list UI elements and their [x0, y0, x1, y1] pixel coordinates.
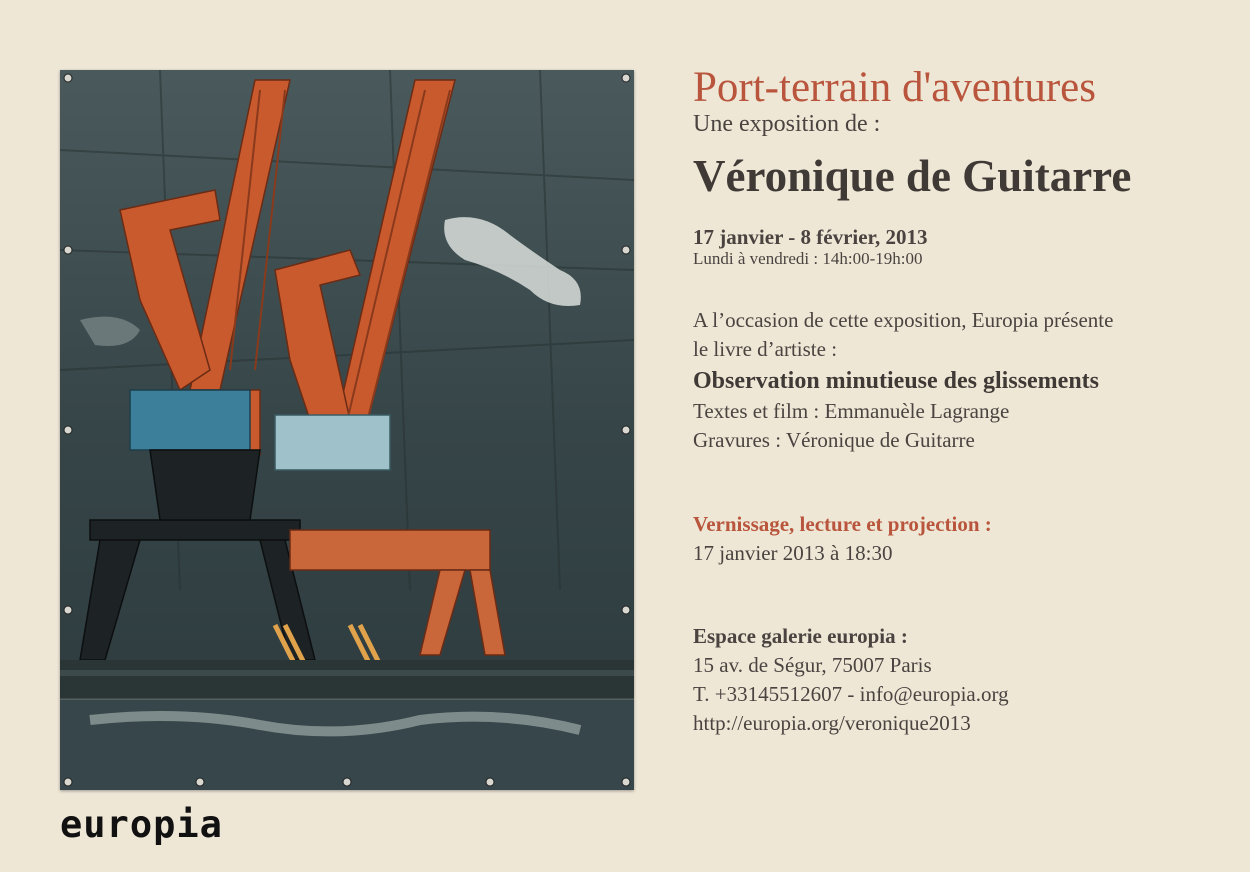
exhibition-title: Port-terrain d'aventures [693, 64, 1096, 111]
book-intro [693, 306, 1233, 364]
venue-url[interactable]: http://europia.org/veronique2013 [693, 710, 971, 735]
credit-engravings: Gravures : Véronique de Guitarre [693, 427, 975, 452]
credit-texts: Textes et film : Emmanuèle Lagrange [693, 398, 1010, 423]
book-title: Observation minutieuse des glissements [693, 367, 1100, 394]
exhibition-dates: 17 janvier - 8 février, 2013 [693, 225, 928, 250]
book-intro-line-1: A l’occasion de cette exposition, Europia présente [693, 307, 1114, 332]
invitation-text [693, 64, 1233, 738]
venue-name: Espace galerie europia : [693, 623, 908, 648]
exhibition-subtitle: Une exposition de : [693, 111, 881, 138]
vernissage-title: Vernissage, lecture et projection : [693, 511, 992, 536]
venue-address: 15 av. de Ségur, 75007 Paris [693, 652, 932, 677]
venue-contact: T. +33145512607 - info@europia.org [693, 681, 1009, 706]
book-intro-line-2: le livre d’artiste : [693, 336, 838, 361]
europia-logo: europia [60, 803, 223, 846]
artist-name: Véronique de Guitarre [693, 150, 1132, 201]
opening-hours: Lundi à vendredi : 14h:00-19h:00 [693, 249, 923, 269]
crane-painting-image [60, 70, 634, 790]
crane-painting [60, 70, 634, 790]
vernissage-date: 17 janvier 2013 à 18:30 [693, 540, 893, 565]
